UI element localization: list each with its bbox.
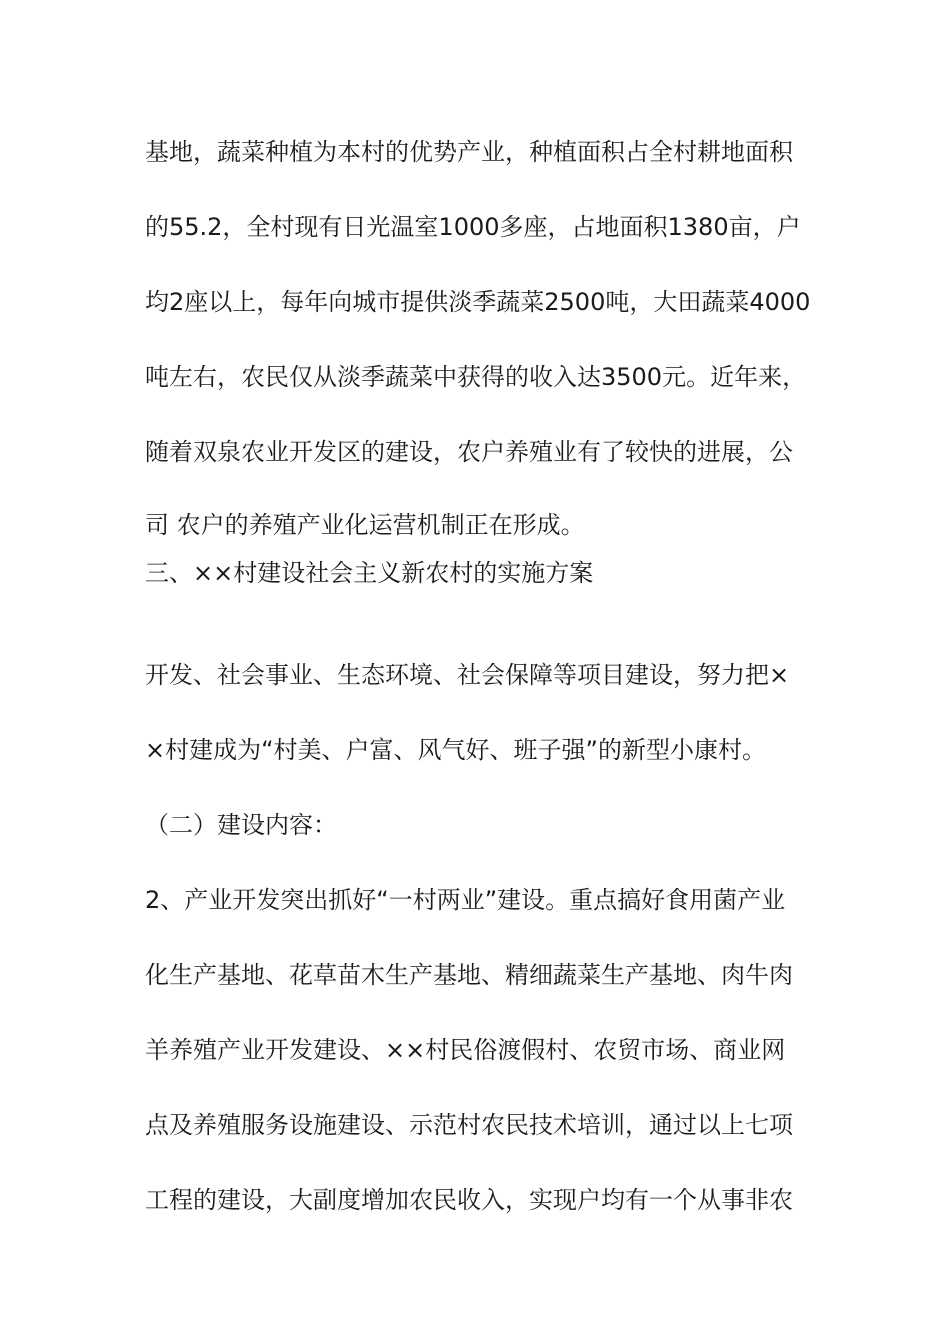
paragraph-line: 羊养殖产业开发建设、××村民俗渡假村、农贸市场、商业网 (145, 1036, 786, 1064)
paragraph-line: 工程的建设，大副度增加农民收入，实现户均有一个从事非农 (145, 1186, 793, 1214)
subsection-heading: （二）建设内容： (145, 811, 337, 839)
paragraph-line: 开发、社会事业、生态环境、社会保障等项目建设，努力把× (145, 661, 790, 689)
paragraph-line: ×村建成为“村美、户富、风气好、班子强”的新型小康村。 (145, 736, 766, 764)
paragraph-line: 点及养殖服务设施建设、示范村农民技术培训，通过以上七项 (145, 1111, 793, 1139)
paragraph-line: 均2座以上，每年向城市提供淡季蔬菜2500吨，大田蔬菜4000 (145, 288, 811, 316)
paragraph-line: 基地，蔬菜种植为本村的优势产业，种植面积占全村耕地面积 (145, 138, 793, 166)
section-heading: 三、××村建设社会主义新农村的实施方案 (145, 559, 594, 587)
paragraph-line: 司 农户的养殖产业化运营机制正在形成。 (145, 511, 585, 539)
paragraph-line: 的55.2，全村现有日光温室1000多座，占地面积1380亩，户 (145, 213, 801, 241)
paragraph-line: 随着双泉农业开发区的建设，农户养殖业有了较快的进展，公 (145, 438, 793, 466)
paragraph-line: 吨左右，农民仅从淡季蔬菜中获得的收入达3500元。近年来， (145, 363, 807, 391)
paragraph-line: 2、产业开发突出抓好“一村两业”建设。重点搞好食用菌产业 (145, 886, 786, 914)
paragraph-line: 化生产基地、花草苗木生产基地、精细蔬菜生产基地、肉牛肉 (145, 961, 793, 989)
